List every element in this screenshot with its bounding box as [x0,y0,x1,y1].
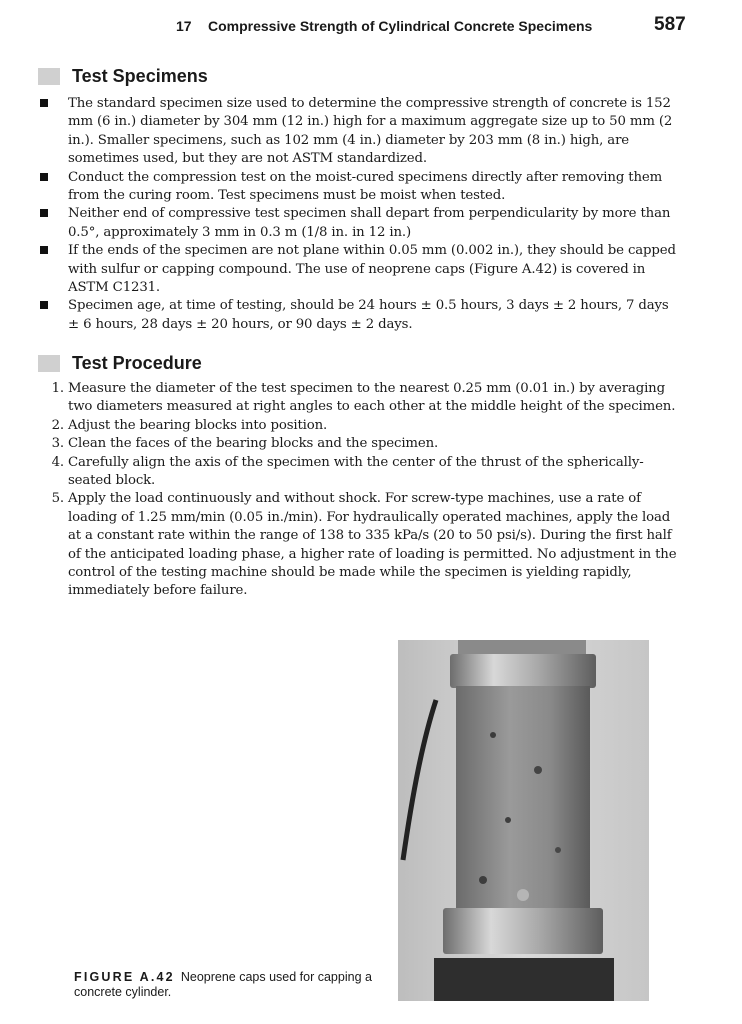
bullet-icon [40,246,48,254]
list-item: If the ends of the specimen are not plane within 0.05 mm (0.002 in.), they should be capped with sulfur or capping compound. The use of neoprene caps (Figure A.42) is covered in ASTM C1231. [38,242,678,297]
bullet-icon [40,301,48,309]
list-item: 4. Carefully align the axis of the specimen with the center of the thrust of the spherically-seated block. [51,454,644,489]
list-item: The standard specimen size used to determine the compressive strength of concrete is 152 mm (6 in.) diameter by 304 mm (12 in.) high for a maximum aggregate size up to 50 mm (2 in.). Smaller specimens, such as 102 mm (4 in.) diameter by 203 mm (8 in.) high, are sometimes used, but they are not ASTM standardized. [38,95,678,169]
specimens-bullet-list [38,95,678,334]
running-header [0,14,742,42]
bullet-icon [40,99,48,107]
figure-caption-text: Neoprene caps used for capping a concrete cylinder. [74,970,372,999]
procedure-numbered-list [38,380,678,601]
chapter-number: 17 [176,18,192,34]
list-item: 1. Measure the diameter of the test specimen to the nearest 0.25 mm (0.01 in.) by averaging two diameters measured at right angles to each other at the middle height of the specimen. [51,381,676,415]
section-marker [38,355,60,372]
list-item: Conduct the compression test on the moist-cured specimens directly after removing them from the curing room. Test specimens must be moist when tested. [38,169,678,206]
concrete-cylinder-illustration [398,640,649,1001]
figure-caption [74,970,374,1000]
list-item: 5. Apply the load continuously and without shock. For screw-type machines, use a rate of loading of 1.25 mm/min (0.05 in./min). For hydraulically operated machines, apply the load at a constant rate within the range of 138 to 335 kPa/s (20 to 50 psi/s). During the first half of the anticipated loading phase, a higher rate of loading is permitted. No adjustment in the control of the testing machine should be made while the specimen is yielding rapidly, immediately before failure. [51,491,677,599]
figure-photo-concrete-cylinder [398,640,649,1001]
list-item: 3. Clean the faces of the bearing blocks and the specimen. [51,436,439,452]
page-number: 587 [654,14,686,35]
list-item: Neither end of compressive test specimen shall depart from perpendicularity by more than 0.5°, approximately 3 mm in 0.3 m (1/8 in. in 12 in.) [38,205,678,242]
section-title: Test Specimens [72,66,208,86]
bullet-icon [40,209,48,217]
figure-label: FIGURE A.42 [74,970,175,984]
section-title: Test Procedure [72,353,202,373]
list-item: 2. Adjust the bearing blocks into position. [51,417,328,433]
bullet-icon [40,173,48,181]
section-marker [38,68,60,85]
list-item: Specimen age, at time of testing, should be 24 hours ± 0.5 hours, 3 days ± 2 hours, 7 days ± 6 hours, 28 days ± 20 hours, or 90 days ± 2 days. [38,297,678,334]
chapter-title: Compressive Strength of Cylindrical Concrete Specimens [208,18,593,34]
